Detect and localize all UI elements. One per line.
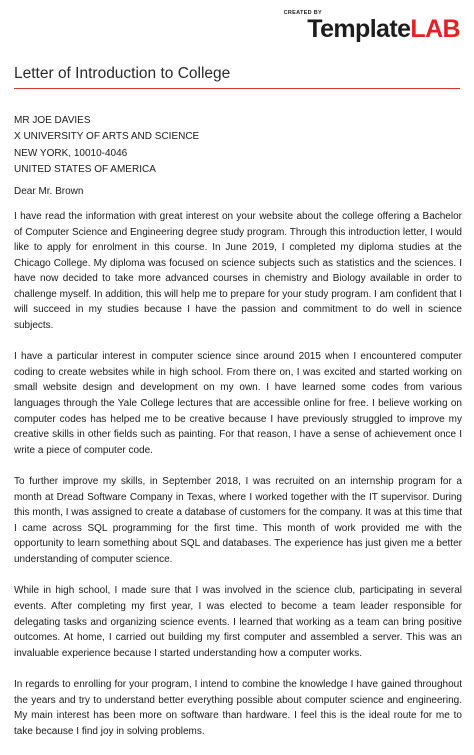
- recipient-address: [14, 113, 199, 179]
- address-line: NEW YORK, 10010-4046: [14, 147, 128, 159]
- templatelab-logo: [280, 10, 460, 46]
- salutation: Dear Mr. Brown: [14, 186, 84, 197]
- logo-lab: LAB: [410, 15, 460, 43]
- logo-template: Template: [307, 15, 411, 43]
- address-line: MR JOE DAVIES: [14, 115, 91, 126]
- letter-body: [14, 209, 462, 755]
- paragraph: I have a particular interest in computer science since around 2015 when I encountered computer coding to create websites while in high school. From there on, I was excited and started working on small website design and development on my own. I have learned some codes from various languages through the Yale College lectures that are accessible online for free. I believe working on computer codes has helped me to be creative because I have previously struggled to improve my creative skills in other fields such as painting. For that reason, I have a sense of achievement once I write a piece of computer code.: [14, 351, 462, 456]
- address-line: UNITED STATES OF AMERICA: [14, 164, 156, 176]
- address-line: X UNIVERSITY OF ARTS AND SCIENCE: [14, 131, 200, 143]
- paragraph: In regards to enrolling for your program, I intend to combine the knowledge I have gained throughout the years and try to understand better everything possible about computer science and engineering. My main interest has been more on software than hardware. I feel this is the ideal route for me to take because I find joy in solving problems.: [14, 679, 462, 737]
- paragraph: While in high school, I made sure that I was involved in the science club, participating in several events. After completing my first year, I was elected to become a team leader responsible for delegating tasks and organizing science events. I learned that working as a team can bring positive outcomes. At home, I carried out building my first computer and assembled a server. This was an invaluable experience because I started understanding how a computer works.: [14, 585, 462, 659]
- logo-created-by: CREATED BY: [283, 10, 322, 16]
- paragraph: To further improve my skills, in September 2018, I was recruited on an internship program for a month at Dread Software Company in Texas, where I worked together with the IT supervisor. During this month, I was assigned to create a database of customers for the company. It was at this time that I came across SQL programming for the first time. This month of work provided me with the opportunity to learn something about SQL and databases. The experience has just given me a better understanding of computer science.: [14, 476, 462, 565]
- logo-wordmark: [307, 15, 460, 43]
- page-title: Letter of Introduction to College: [14, 64, 460, 89]
- paragraph: I have read the information with great interest on your website about the college offering a Bachelor of Computer Science and Engineering degree study program. Through this introduction letter, I would like to apply for enrolment in this course. In June 2019, I completed my diploma studies at the Chicago College. My diploma was focused on science subjects such as statistics and the sciences. I have now decided to take more advanced courses in chemistry and Biology available in order to challenge myself. In addition, this will help me to prepare for your study program. I am confident that I will succeed in my studies because I have the passion and commitment to do well in science subjects.: [14, 211, 462, 331]
